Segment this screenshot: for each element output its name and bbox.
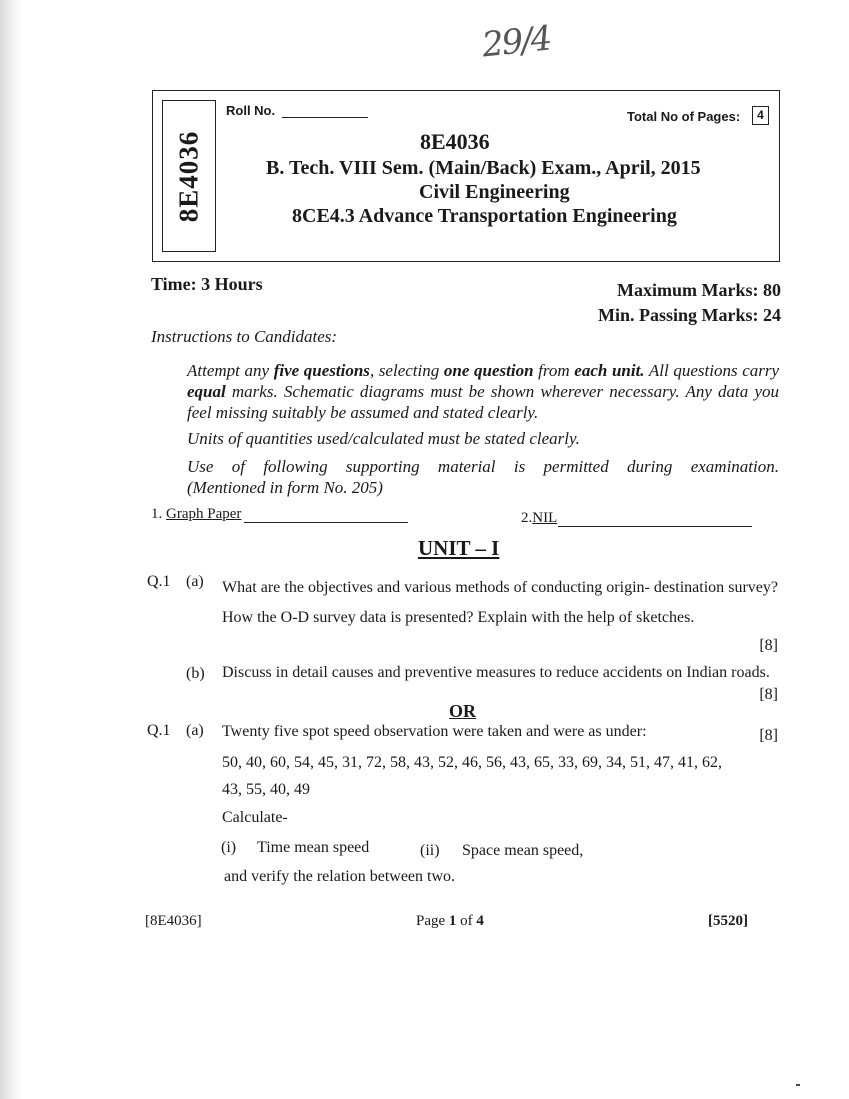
footer-paper-code: [8E4036]: [145, 913, 202, 929]
instruction-form-reference: (Mentioned in form No. 205): [187, 478, 383, 497]
sub-part-text: Time mean speed: [257, 839, 370, 856]
footer-serial-number: [5520]: [708, 913, 748, 929]
question-number: Q.1: [147, 722, 171, 739]
maximum-marks: Maximum Marks: 80: [617, 280, 781, 300]
instructions-heading: Instructions to Candidates:: [151, 327, 338, 346]
scan-speck: [796, 1084, 800, 1086]
material-item-1-line: [244, 522, 408, 523]
scan-page-edge: [0, 0, 22, 1099]
min-passing-marks: Min. Passing Marks: 24: [597, 305, 781, 325]
subject-title: 8CE4.3 Advance Transportation Engineering: [292, 205, 677, 227]
exam-title: B. Tech. VIII Sem. (Main/Back) Exam., April, 2015: [266, 157, 701, 179]
question-number: Q.1: [147, 573, 171, 590]
question-part-label: (a): [186, 573, 204, 590]
speed-data-line-2: 43, 55, 40, 49: [222, 781, 310, 798]
branch-title: Civil Engineering: [419, 181, 570, 203]
total-pages-label: Total No of Pages:: [627, 109, 741, 124]
question-1b-text: Discuss in detail causes and preventive measures to reduce accidents on Indian roads.: [222, 664, 770, 681]
question-1a-marks: [8]: [759, 637, 778, 654]
verify-instruction: and verify the relation between two.: [224, 868, 456, 885]
sub-part-label: (i): [221, 839, 237, 856]
roll-number-field: [282, 117, 368, 118]
paper-code: 8E4036: [420, 129, 490, 154]
instruction-paragraph-1: Attempt any five questions, selecting one question from each unit. All questions carry equal marks. Schematic diagrams must be shown wherever necessary. Any data you feel missing suitably be assumed and stated clearly.: [187, 361, 780, 422]
question-1a-text: What are the objectives and various methods of conducting origin- destination survey? How the O-D survey data is presented? Explain with the help of sketches.: [222, 579, 778, 626]
material-item-2: 2.NIL: [521, 510, 558, 526]
question-part-label: (a): [186, 722, 204, 739]
or-separator: OR: [449, 701, 476, 721]
total-pages-value: 4: [752, 106, 769, 125]
material-item-1: 1. Graph Paper: [151, 506, 242, 522]
unit-heading: UNIT – I: [418, 536, 500, 560]
question-1alt-a-marks: [8]: [759, 727, 778, 744]
roll-number-label: Roll No.: [226, 103, 276, 118]
speed-data-line-1: 50, 40, 60, 54, 45, 31, 72, 58, 43, 52, 46, 56, 43, 65, 33, 69, 34, 51, 47, 41, 62,: [222, 754, 722, 771]
page-number: Page 1 of 4: [416, 913, 484, 929]
sub-part-label: (ii): [420, 842, 440, 859]
exam-duration: Time: 3 Hours: [151, 274, 263, 294]
material-item-2-line: [558, 526, 752, 527]
calculate-label: Calculate-: [222, 809, 288, 826]
paper-code-side-box: [162, 100, 216, 252]
question-part-label: (b): [186, 665, 205, 682]
paper-code-vertical: 8E4036: [173, 130, 204, 222]
question-1b-marks: [8]: [759, 686, 778, 703]
instruction-paragraph-2: Units of quantities used/calculated must be stated clearly.: [187, 429, 580, 448]
instruction-paragraph-3: Use of following supporting material is permitted during examination.: [187, 457, 779, 476]
sub-part-text: Space mean speed,: [462, 842, 584, 859]
handwritten-note: 29/4: [480, 18, 553, 66]
question-1alt-a-text: Twenty five spot speed observation were taken and were as under:: [222, 723, 647, 740]
